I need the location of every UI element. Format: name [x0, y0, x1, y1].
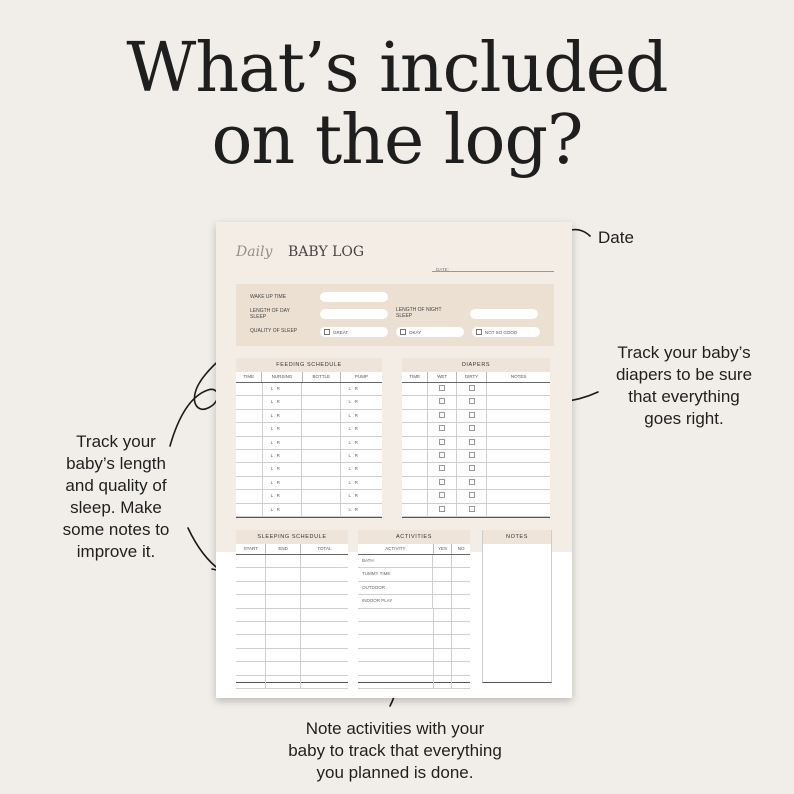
sleep-row[interactable]: [236, 555, 348, 568]
diaper-row[interactable]: [402, 437, 550, 450]
diapers-title: DIAPERS: [402, 358, 550, 372]
diaper-row[interactable]: [402, 504, 550, 517]
diaper-row[interactable]: [402, 450, 550, 463]
diaper-row[interactable]: [402, 396, 550, 409]
feeding-schedule-table: [236, 358, 382, 518]
sleeping-schedule-table: [236, 530, 348, 683]
diaper-row[interactable]: [402, 477, 550, 490]
diaper-row[interactable]: [402, 383, 550, 396]
checkbox[interactable]: [439, 479, 445, 485]
quality-great[interactable]: GREAT: [320, 327, 388, 337]
feeding-row[interactable]: L R L R: [236, 410, 382, 423]
headline-line-2: on the log?: [211, 101, 583, 180]
activities-columns: ACTIVITY YES NO: [358, 544, 470, 555]
sleep-row[interactable]: [236, 622, 348, 635]
headline-line-1: What’s included: [126, 29, 668, 108]
sleeping-schedule-title: SLEEPING SCHEDULE: [236, 530, 348, 544]
checkbox[interactable]: [469, 492, 475, 498]
checkbox[interactable]: [439, 465, 445, 471]
diaper-row[interactable]: [402, 410, 550, 423]
checkbox[interactable]: [439, 385, 445, 391]
checkbox[interactable]: [439, 412, 445, 418]
feeding-row[interactable]: L R L R: [236, 490, 382, 503]
checkbox[interactable]: [439, 506, 445, 512]
diapers-columns: TIME WET DIRTY NOTES: [402, 372, 550, 383]
quality-not-so-good[interactable]: NOT SO GOOD: [472, 327, 540, 337]
feeding-row[interactable]: L R L R: [236, 396, 382, 409]
checkbox[interactable]: [469, 479, 475, 485]
notes-box[interactable]: [482, 530, 552, 683]
wake-up-field[interactable]: [320, 292, 388, 302]
day-sleep-label: LENGTH OF DAY SLEEP: [250, 308, 290, 320]
sleep-row[interactable]: [236, 582, 348, 595]
checkbox[interactable]: [469, 452, 475, 458]
activity-row[interactable]: [358, 622, 470, 635]
feeding-row[interactable]: L R L R: [236, 477, 382, 490]
checkbox[interactable]: [469, 439, 475, 445]
sleep-row[interactable]: [236, 635, 348, 648]
night-sleep-label: LENGTH OF NIGHT SLEEP: [396, 307, 442, 319]
wake-up-label: WAKE UP TIME: [250, 294, 287, 300]
diaper-row[interactable]: [402, 490, 550, 503]
quality-label: QUALITY OF SLEEP: [250, 328, 298, 334]
checkbox[interactable]: [469, 398, 475, 404]
sleep-row[interactable]: [236, 676, 348, 689]
sleep-row[interactable]: [236, 609, 348, 622]
checkbox[interactable]: [439, 398, 445, 404]
sleep-summary-box: [236, 284, 554, 346]
sleep-annotation: Track your baby’s length and quality of sleep. Make some notes to improve it.: [62, 432, 170, 561]
feeding-columns: TIME NURSING BOTTLE PUMP: [236, 372, 382, 383]
activity-row[interactable]: INDOOR PLAY: [358, 595, 470, 608]
sleep-row[interactable]: [236, 568, 348, 581]
activity-row[interactable]: OUTDOOR: [358, 582, 470, 595]
activity-row[interactable]: [358, 662, 470, 675]
feeding-row[interactable]: L R L R: [236, 383, 382, 396]
night-sleep-field[interactable]: [470, 309, 538, 319]
feeding-row[interactable]: L R L R: [236, 504, 382, 517]
feeding-schedule-title: FEEDING SCHEDULE: [236, 358, 382, 372]
activity-row[interactable]: [358, 649, 470, 662]
quality-okay[interactable]: OKAY: [396, 327, 464, 337]
date-annotation: Date: [598, 228, 634, 247]
activities-title: ACTIVITIES: [358, 530, 470, 544]
checkbox[interactable]: [439, 452, 445, 458]
activity-row[interactable]: [358, 635, 470, 648]
date-label: DATE:: [436, 267, 449, 272]
baby-log-page: [216, 222, 572, 698]
feeding-row[interactable]: L R L R: [236, 437, 382, 450]
diapers-annotation: Track your baby’s diapers to be sure that everything goes right.: [615, 343, 753, 428]
date-line: [432, 271, 554, 272]
sleep-row[interactable]: [236, 662, 348, 675]
diapers-table: [402, 358, 550, 518]
sleeping-columns: START END TOTAL: [236, 544, 348, 555]
checkbox[interactable]: [439, 425, 445, 431]
activity-row[interactable]: TUMMY TIME: [358, 568, 470, 581]
checkbox[interactable]: [469, 412, 475, 418]
checkbox[interactable]: [469, 506, 475, 512]
diaper-row[interactable]: [402, 423, 550, 436]
activities-table: [358, 530, 470, 683]
activities-annotation: Note activities with your baby to track that everything you planned is done.: [288, 719, 502, 782]
notes-title: NOTES: [483, 530, 551, 544]
checkbox[interactable]: [469, 425, 475, 431]
feeding-row[interactable]: L R L R: [236, 450, 382, 463]
sleep-row[interactable]: [236, 649, 348, 662]
checkbox[interactable]: [439, 492, 445, 498]
checkbox[interactable]: [469, 385, 475, 391]
log-title: BABY LOG: [288, 244, 365, 260]
checkbox[interactable]: [469, 465, 475, 471]
activity-row[interactable]: [358, 676, 470, 689]
feeding-row[interactable]: L R L R: [236, 423, 382, 436]
log-title-script: Daily: [236, 244, 273, 260]
activity-row[interactable]: [358, 609, 470, 622]
day-sleep-field[interactable]: [320, 309, 388, 319]
activity-row[interactable]: BATH: [358, 555, 470, 568]
diaper-row[interactable]: [402, 463, 550, 476]
checkbox[interactable]: [439, 439, 445, 445]
sleep-row[interactable]: [236, 595, 348, 608]
feeding-row[interactable]: L R L R: [236, 463, 382, 476]
